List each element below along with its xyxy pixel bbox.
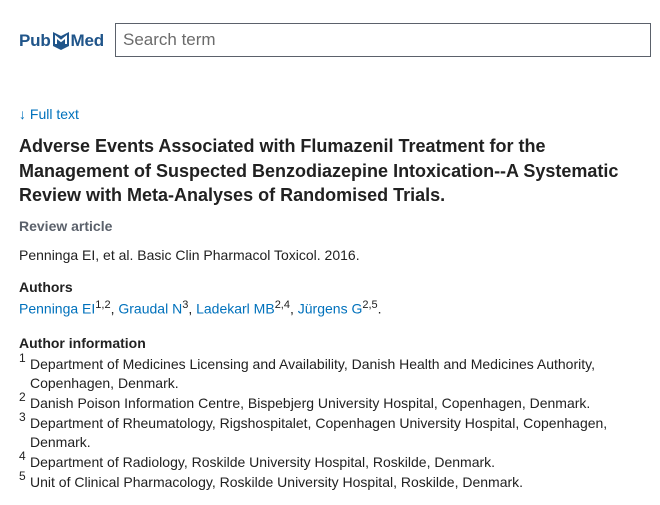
author-separator: , bbox=[289, 300, 298, 317]
author-affil-ref[interactable]: 2,5 bbox=[362, 299, 378, 311]
authors-list bbox=[19, 299, 382, 317]
author-link[interactable]: Ladekarl MB bbox=[196, 300, 275, 317]
affiliation-number: 3 bbox=[19, 410, 26, 424]
affiliation-item bbox=[19, 449, 649, 472]
logo-m-icon bbox=[52, 31, 70, 51]
affiliation-text: Unit of Clinical Pharmacology, Roskilde University Hospital, Roskilde, Denmark. bbox=[30, 474, 524, 490]
author-affil-ref[interactable]: 2,4 bbox=[274, 299, 290, 311]
affiliation-item bbox=[19, 469, 649, 492]
logo-text-pub: Pub bbox=[19, 31, 51, 50]
author-affil-ref[interactable]: 1,2 bbox=[95, 299, 111, 311]
search-input[interactable] bbox=[115, 23, 651, 57]
author-separator: , bbox=[188, 300, 197, 317]
affiliation-number: 2 bbox=[19, 390, 26, 404]
author-separator: . bbox=[377, 300, 382, 317]
authors-heading: Authors bbox=[19, 279, 73, 295]
full-text-link[interactable]: ↓ Full text bbox=[19, 106, 79, 122]
article-title: Adverse Events Associated with Flumazenil Treatment for the Management of Suspected Benzodiazepine Intoxication--A Systematic Review with Meta-Analyses of Randomised Trials. bbox=[19, 136, 619, 205]
affiliation-list bbox=[19, 351, 649, 493]
affiliation-text: Danish Poison Information Centre, Bispebjerg University Hospital, Copenhagen, Denmark. bbox=[30, 395, 591, 411]
affiliation-item bbox=[19, 351, 649, 393]
citation: Penninga EI, et al. Basic Clin Pharmacol Toxicol. 2016. bbox=[19, 247, 360, 263]
author-information-heading[interactable]: Author information bbox=[19, 335, 146, 351]
pubmed-logo[interactable] bbox=[19, 27, 104, 55]
affiliation-number: 4 bbox=[19, 449, 26, 463]
author-affil-ref[interactable]: 3 bbox=[182, 299, 189, 311]
author-link[interactable]: Jürgens G bbox=[297, 300, 363, 317]
logo-text-med: Med bbox=[70, 31, 104, 50]
affiliation-number: 5 bbox=[19, 469, 26, 483]
author-separator: , bbox=[110, 300, 119, 317]
header bbox=[0, 0, 660, 80]
article-type-label: Review article bbox=[19, 218, 113, 234]
affiliation-item bbox=[19, 390, 649, 413]
author-link[interactable]: Penninga EI bbox=[19, 300, 96, 317]
affiliation-text: Department of Medicines Licensing and Availability, Danish Health and Medicines Authority, Copenhagen, Denmark. bbox=[30, 356, 595, 391]
affiliation-text: Department of Radiology, Roskilde University Hospital, Roskilde, Denmark. bbox=[30, 454, 496, 470]
affiliation-text: Department of Rheumatology, Rigshospitalet, Copenhagen University Hospital, Copenhagen, Denmark. bbox=[30, 415, 608, 450]
affiliation-item bbox=[19, 410, 649, 452]
author-link[interactable]: Graudal N bbox=[118, 300, 183, 317]
affiliation-number: 1 bbox=[19, 351, 26, 365]
